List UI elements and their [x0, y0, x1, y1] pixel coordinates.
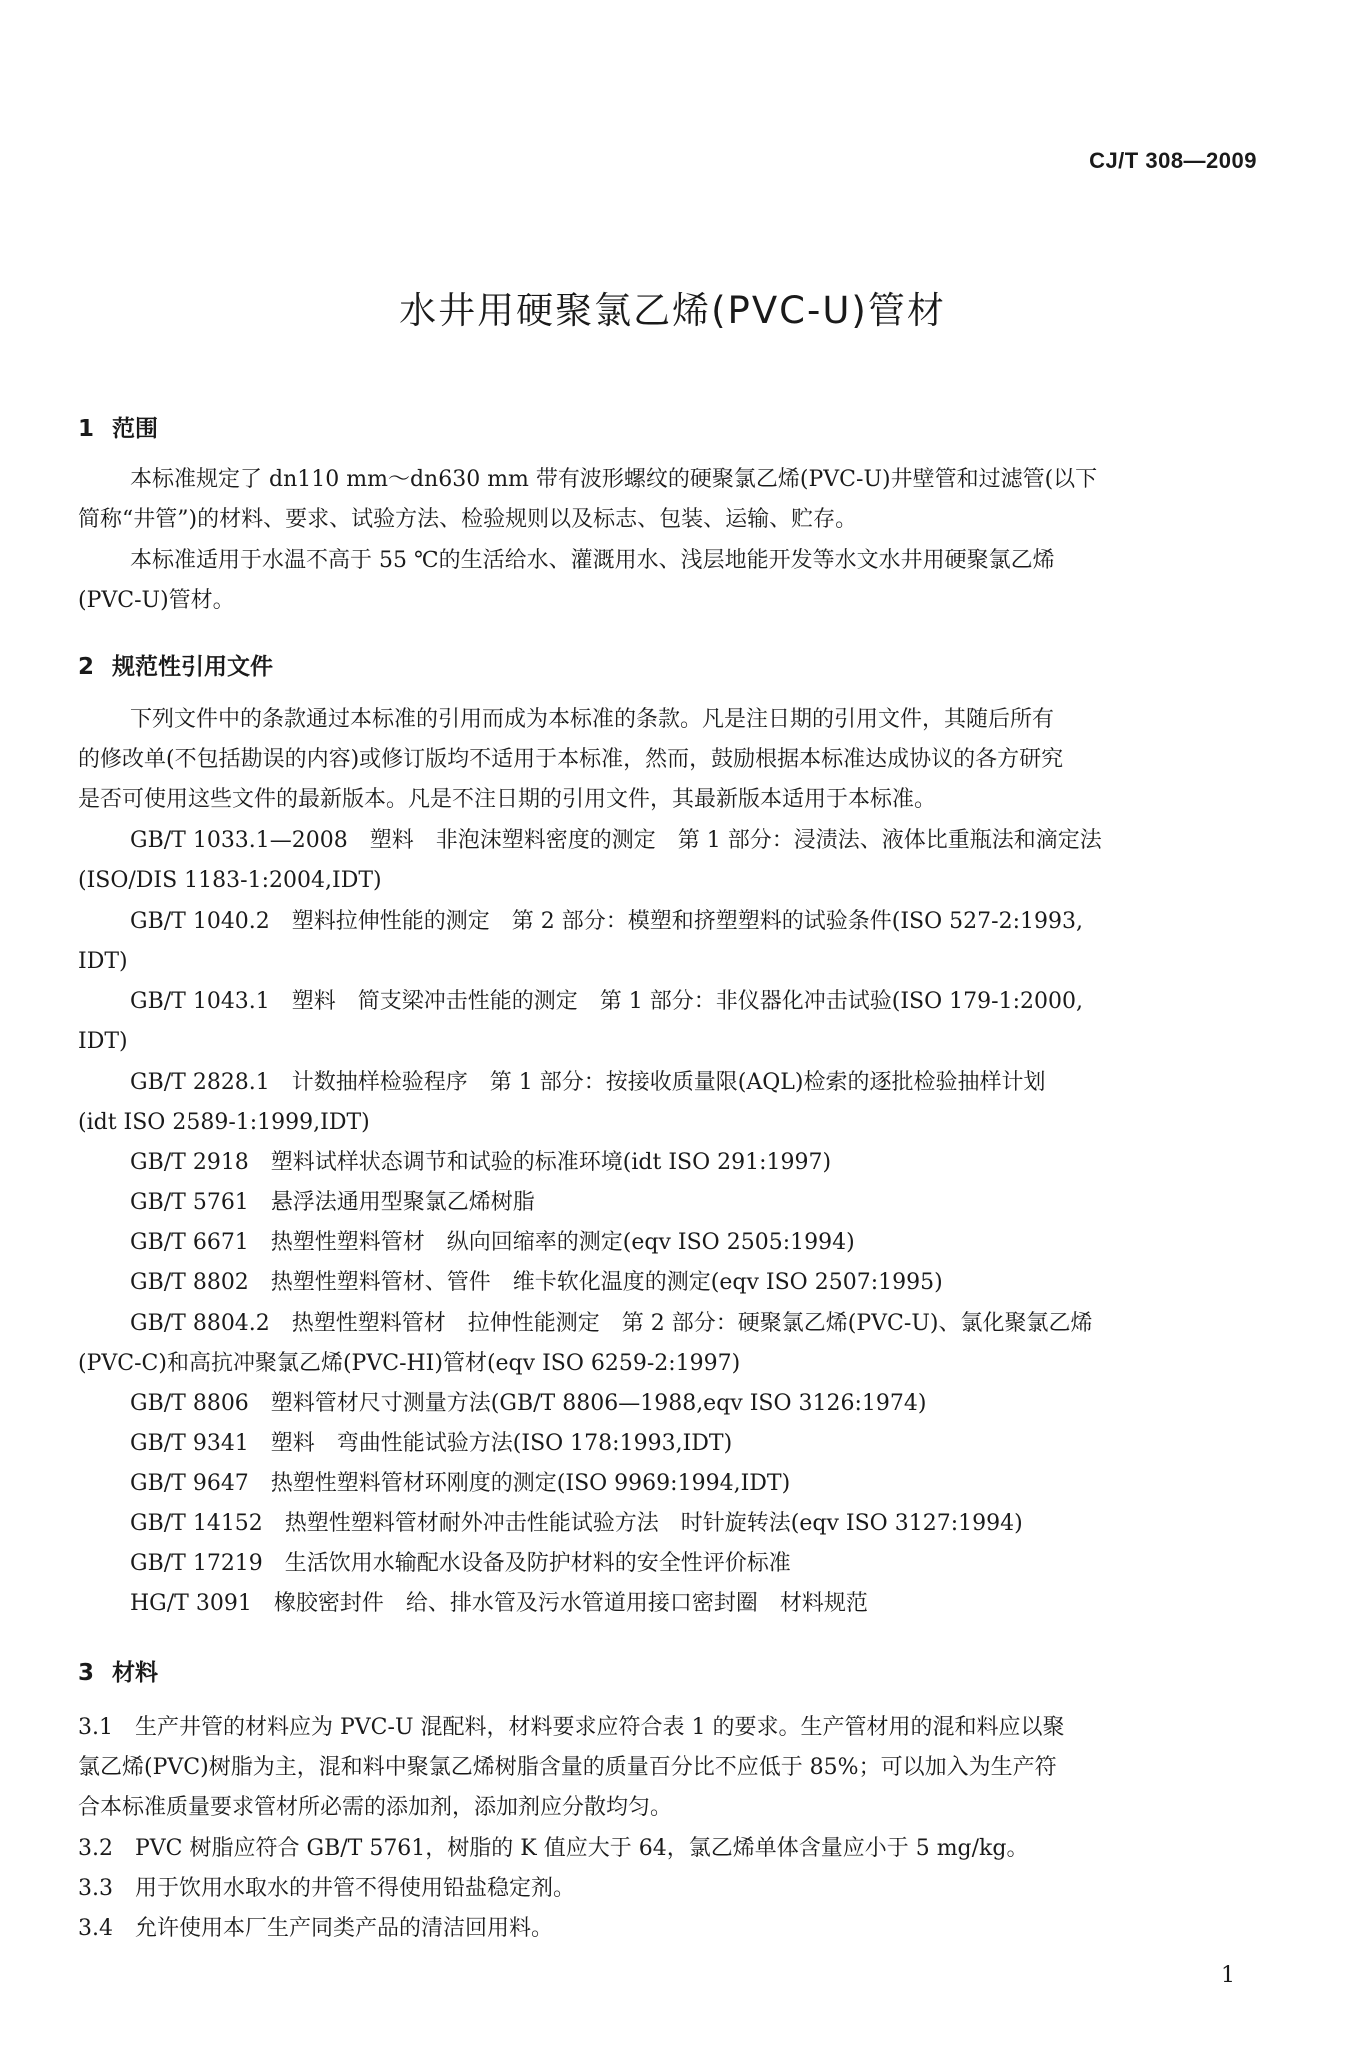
- clause-3-3: 3.3 用于饮用水取水的井管不得使用铅盐稳定剂。: [78, 1876, 575, 1901]
- refs-intro-line-2: 的修改单(不包括勘误的内容)或修订版均不适用于本标准，然而，鼓励根据本标准达成协议的各方研究: [78, 747, 1064, 772]
- clause-3-1-line-3: 合本标准质量要求管材所必需的添加剂，添加剂应分散均匀。: [78, 1795, 673, 1820]
- section-1-heading: [78, 410, 158, 443]
- section-3-heading: [78, 1654, 158, 1687]
- ref-item-line: GB/T 8804.2 热塑性塑料管材 拉伸性能测定 第 2 部分：硬聚氯乙烯(PVC-U)、氯化聚氯乙烯: [130, 1311, 1093, 1336]
- section-number: 3: [78, 1660, 95, 1686]
- ref-item-continuation: IDT): [78, 949, 128, 974]
- scope-paragraph-2-line-1: 本标准适用于水温不高于 55 ℃的生活给水、灌溉用水、浅层地能开发等水文水井用硬聚氯乙烯: [130, 548, 1055, 573]
- ref-item-line: GB/T 8806 塑料管材尺寸测量方法(GB/T 8806—1988,eqv ISO 3126:1974): [130, 1391, 927, 1416]
- ref-item-line: GB/T 2828.1 计数抽样检验程序 第 1 部分：按接收质量限(AQL)检索的逐批检验抽样计划: [130, 1070, 1046, 1095]
- ref-item-line: GB/T 6671 热塑性塑料管材 纵向回缩率的测定(eqv ISO 2505:1994): [130, 1230, 855, 1255]
- standard-code: CJ/T 308—2009: [1089, 148, 1257, 173]
- page-number: 1: [1221, 1963, 1235, 1988]
- ref-item-continuation: (ISO/DIS 1183-1:2004,IDT): [78, 868, 382, 893]
- ref-item-continuation: (PVC-C)和高抗冲聚氯乙烯(PVC-HI)管材(eqv ISO 6259-2:1997): [78, 1351, 741, 1376]
- section-title: 材料: [112, 1660, 158, 1686]
- ref-item-line: GB/T 2918 塑料试样状态调节和试验的标准环境(idt ISO 291:1997): [130, 1150, 832, 1175]
- ref-item-line: GB/T 17219 生活饮用水输配水设备及防护材料的安全性评价标准: [130, 1551, 791, 1576]
- ref-item-line: GB/T 1040.2 塑料拉伸性能的测定 第 2 部分：模塑和挤塑塑料的试验条件(ISO 527-2:1993,: [130, 909, 1083, 934]
- ref-item-line: GB/T 14152 热塑性塑料管材耐外冲击性能试验方法 时针旋转法(eqv ISO 3127:1994): [130, 1511, 1023, 1536]
- scope-paragraph-1-line-2: 简称“井管”)的材料、要求、试验方法、检验规则以及标志、包装、运输、贮存。: [78, 507, 858, 532]
- refs-intro-line-3: 是否可使用这些文件的最新版本。凡是不注日期的引用文件，其最新版本适用于本标准。: [78, 787, 937, 812]
- ref-item-line: GB/T 9341 塑料 弯曲性能试验方法(ISO 178:1993,IDT): [130, 1431, 733, 1456]
- section-title: 范围: [112, 416, 158, 442]
- clause-3-4: 3.4 允许使用本厂生产同类产品的清洁回用料。: [78, 1916, 553, 1941]
- ref-item-continuation: IDT): [78, 1029, 128, 1054]
- scope-paragraph-2-line-2: (PVC-U)管材。: [78, 588, 235, 613]
- ref-item-line: GB/T 9647 热塑性塑料管材环刚度的测定(ISO 9969:1994,IDT): [130, 1471, 791, 1496]
- refs-intro-line-1: 下列文件中的条款通过本标准的引用而成为本标准的条款。凡是注日期的引用文件，其随后所有: [130, 707, 1055, 732]
- section-number: 1: [78, 416, 95, 442]
- scope-paragraph-1-line-1: 本标准规定了 dn110 mm～dn630 mm 带有波形螺纹的硬聚氯乙烯(PVC-U)井壁管和过滤管(以下: [130, 467, 1098, 492]
- ref-item-line: GB/T 1043.1 塑料 简支梁冲击性能的测定 第 1 部分：非仪器化冲击试验(ISO 179-1:2000,: [130, 989, 1083, 1014]
- ref-item-line: GB/T 8802 热塑性塑料管材、管件 维卡软化温度的测定(eqv ISO 2507:1995): [130, 1270, 943, 1295]
- document-title: 水井用硬聚氯乙烯(PVC-U)管材: [399, 289, 946, 332]
- ref-item-line: GB/T 5761 悬浮法通用型聚氯乙烯树脂: [130, 1190, 535, 1215]
- clause-3-2: 3.2 PVC 树脂应符合 GB/T 5761，树脂的 K 值应大于 64，氯乙烯单体含量应小于 5 mg/kg。: [78, 1836, 1029, 1861]
- ref-item-line: HG/T 3091 橡胶密封件 给、排水管及污水管道用接口密封圈 材料规范: [130, 1591, 868, 1616]
- clause-3-1-line-1: 3.1 生产井管的材料应为 PVC-U 混配料，材料要求应符合表 1 的要求。生产管材用的混和料应以聚: [78, 1715, 1065, 1740]
- ref-item-continuation: (idt ISO 2589-1:1999,IDT): [78, 1110, 370, 1135]
- section-title: 规范性引用文件: [112, 654, 273, 680]
- section-2-heading: [78, 648, 273, 681]
- ref-item-line: GB/T 1033.1—2008 塑料 非泡沫塑料密度的测定 第 1 部分：浸渍法、液体比重瓶法和滴定法: [130, 828, 1102, 853]
- clause-3-1-line-2: 氯乙烯(PVC)树脂为主，混和料中聚氯乙烯树脂含量的质量百分比不应低于 85%；可以加入为生产符: [78, 1755, 1057, 1780]
- section-number: 2: [78, 654, 95, 680]
